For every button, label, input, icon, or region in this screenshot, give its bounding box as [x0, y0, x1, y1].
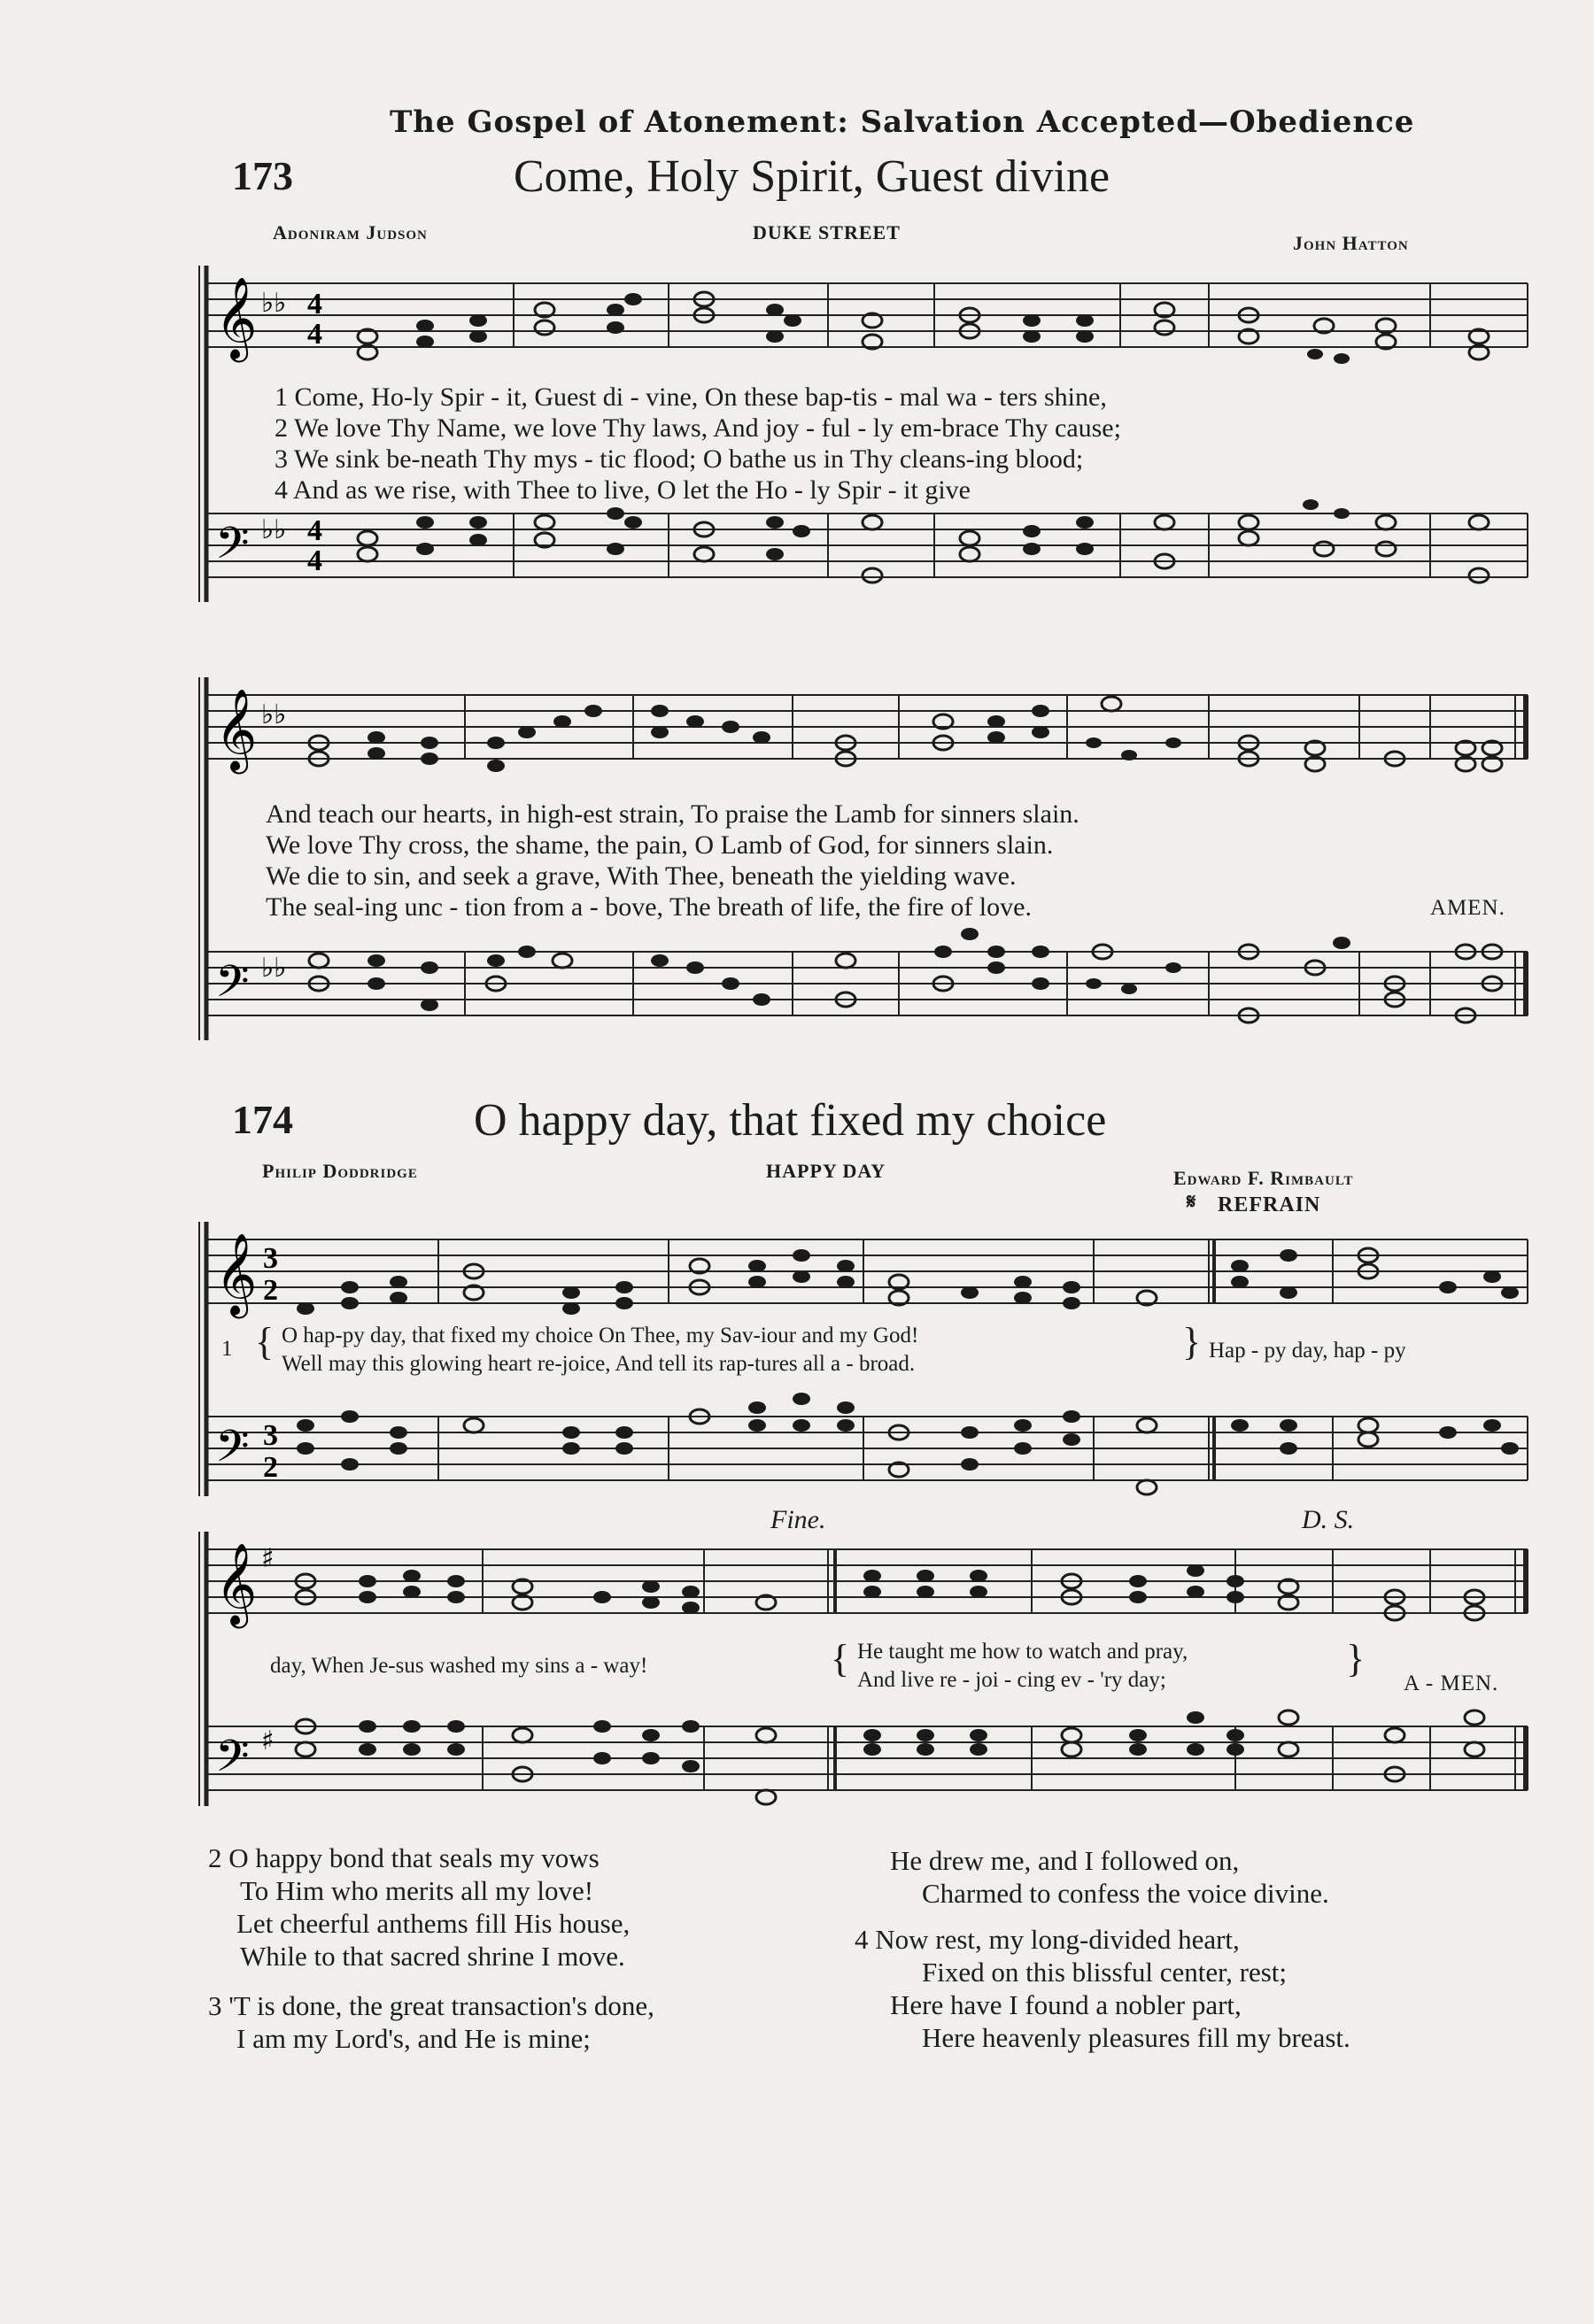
svg-text:𝄢: 𝄢: [215, 956, 250, 1018]
svg-text:𝄢: 𝄢: [215, 1731, 250, 1793]
svg-text:4: 4: [307, 544, 322, 577]
ds-mark: D. S.: [1302, 1505, 1355, 1534]
hymn173-verse2-line: 2 We love Thy Name, we love Thy laws, And joy - ful - ly em-brace Thy cause;: [275, 413, 1121, 443]
svg-text:𝄢: 𝄢: [215, 518, 250, 580]
stanza-line: Here have I found a nobler part,: [890, 1989, 1242, 2020]
stanza-line: Fixed on this blissful center, rest;: [922, 1957, 1288, 1988]
hymn174-line1: O hap-py day, that fixed my choice On Thee, my Sav-iour and my God!: [282, 1324, 919, 1347]
svg-text:4: 4: [307, 514, 322, 547]
stanza-line: To Him who merits all my love!: [240, 1875, 594, 1906]
hymn-author-173: Adoniram Judson: [273, 221, 428, 243]
hymn174-refrain-start: Hap - py day, hap - py: [1209, 1339, 1406, 1363]
hymn173-amen: AMEN.: [1430, 896, 1505, 920]
hymn173-s2-verse1: And teach our hearts, in high-est strain, To praise the Lamb for sinners slain.: [266, 799, 1079, 829]
stanza-number: 4: [855, 1924, 869, 1955]
hymn174-amen: A - MEN.: [1404, 1672, 1499, 1695]
hymn-title-173: Come, Holy Spirit, Guest divine: [514, 151, 1110, 202]
svg-text:4: 4: [307, 318, 322, 351]
svg-text:♭♭: ♭♭: [261, 699, 287, 730]
svg-text:𝄞: 𝄞: [215, 1542, 258, 1625]
middle-left-brace: {: [831, 1637, 850, 1680]
refrain-label: REFRAIN: [1218, 1193, 1321, 1216]
middle-right-brace: }: [1346, 1637, 1366, 1680]
svg-text:𝄞: 𝄞: [215, 688, 258, 770]
svg-text:♭♭: ♭♭: [261, 288, 287, 319]
svg-text:♭♭: ♭♭: [261, 953, 287, 984]
hymn174-s2-text: day, When Je-sus washed my sins a - way!: [270, 1654, 648, 1678]
hymn173-s2-verse3: We die to sin, and seek a grave, With Thee, beneath the yielding wave.: [266, 861, 1017, 891]
hymn-number-173: 173: [232, 153, 293, 198]
svg-text:♯: ♯: [261, 1726, 275, 1757]
stanza-line: Charmed to confess the voice divine.: [922, 1878, 1329, 1909]
hymn-composer-174: Edward F. Rimbault: [1173, 1167, 1354, 1189]
stanza-4: [855, 1923, 1350, 2054]
stanza-line: O happy bond that seals my vows: [228, 1842, 600, 1873]
left-brace: {: [255, 1320, 275, 1363]
hymn173-s2-verse2: We love Thy cross, the shame, the pain, O Lamb of God, for sinners slain.: [266, 830, 1054, 860]
hymn-composer-173: John Hatton: [1293, 232, 1409, 254]
hymn173-verse3-line: 3 We sink be-neath Thy mys - tic flood; O bathe us in Thy cleans-ing blood;: [275, 444, 1084, 474]
hymn173-s2-verse4: The seal-ing unc - tion from a - bove, The breath of life, the fire of love.: [266, 892, 1032, 922]
right-brace: }: [1182, 1320, 1202, 1363]
hymn174-verse-number: 1: [221, 1337, 233, 1361]
hymn173-verse4-line: 4 And as we rise, with Thee to live, O let the Ho - ly Spir - it give: [275, 475, 971, 505]
svg-text:3: 3: [263, 1242, 278, 1275]
svg-text:♭♭: ♭♭: [261, 514, 287, 545]
segno-icon: 𝄋: [1187, 1191, 1197, 1214]
svg-text:♯: ♯: [261, 1543, 275, 1574]
hymn-author-174: Philip Doddridge: [262, 1160, 418, 1182]
stanza-line: Now rest, my long-divided heart,: [875, 1924, 1240, 1955]
hymn174-middle1: He taught me how to watch and pray,: [857, 1640, 1188, 1664]
svg-text:4: 4: [307, 288, 322, 320]
hymn174-line2: Well may this glowing heart re-joice, And tell its rap-tures all a - broad.: [282, 1352, 916, 1376]
hymn-title-174: O happy day, that fixed my choice: [474, 1095, 1107, 1146]
stanza-line: While to that sacred shrine I move.: [240, 1941, 625, 1972]
stanza-3-continued: [890, 1844, 1329, 1910]
svg-text:3: 3: [263, 1419, 278, 1452]
svg-text:2: 2: [263, 1451, 278, 1484]
svg-text:𝄞: 𝄞: [215, 1232, 258, 1315]
stanza-line: 'T is done, the great transaction's done,: [228, 1990, 654, 2021]
svg-text:𝄢: 𝄢: [215, 1421, 250, 1483]
page-header: The Gospel of Atonement: Salvation Accepted—Obedience: [390, 104, 1415, 140]
hymn174-middle2: And live re - joi - cing ev - 'ry day;: [857, 1668, 1166, 1692]
svg-text:2: 2: [263, 1274, 278, 1307]
hymn-number-174: 174: [232, 1097, 293, 1142]
stanza-2: [208, 1841, 630, 1973]
stanza-line: He drew me, and I followed on,: [890, 1845, 1240, 1876]
stanza-number: 3: [208, 1990, 222, 2021]
stanza-line: Here heavenly pleasures fill my breast.: [922, 2022, 1350, 2053]
svg-text:𝄞: 𝄞: [215, 276, 258, 359]
fine-mark: Fine.: [770, 1505, 826, 1534]
hymn-tune-174: HAPPY DAY: [766, 1160, 886, 1182]
stanza-number: 2: [208, 1842, 222, 1873]
stanza-3: [208, 1989, 654, 2055]
hymn-tune-173: DUKE STREET: [753, 221, 901, 243]
stanza-line: I am my Lord's, and He is mine;: [236, 2023, 591, 2054]
hymn173-verse1-line: 1 Come, Ho-ly Spir - it, Guest di - vine, On these bap-tis - mal wa - ters shine,: [275, 382, 1107, 412]
stanza-line: Let cheerful anthems fill His house,: [236, 1908, 631, 1939]
